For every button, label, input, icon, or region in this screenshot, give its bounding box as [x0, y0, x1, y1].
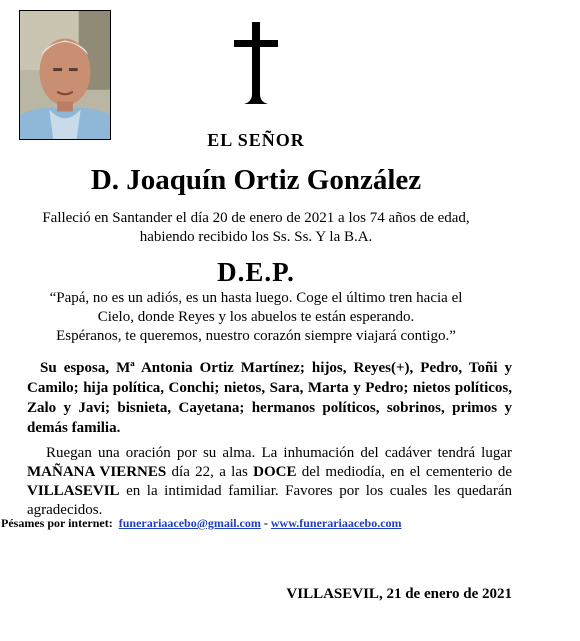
quote-line: “Papá, no es un adiós, es un hasta luego. Coge el último tren hacia el [49, 290, 463, 306]
burial-day: MAÑANA VIERNES [27, 464, 167, 480]
title-prefix: EL SEÑOR [207, 130, 305, 150]
death-notice-line: habiendo recibido los Ss. Ss. Y la B.A. [139, 229, 373, 245]
prayer-text: Ruegan una oración por su alma. La inhumación del cadáver tendrá lugar [46, 445, 512, 461]
closing-place-date: VILLASEVIL, 21 de enero de 2021 [286, 586, 512, 602]
deceased-photo [19, 10, 111, 140]
prayer-text: en la intimidad familiar. Favores por los cuales les quedarán agradecidos. [27, 483, 512, 518]
farewell-quote [0, 289, 512, 346]
prayer-text: del mediodía, en el cementerio de [296, 464, 512, 480]
cross-icon [234, 22, 278, 104]
quote-line: Cielo, donde Reyes y los abuelos te están esperando. [97, 309, 415, 325]
dep-heading: D.E.P. [217, 257, 295, 287]
condolences-website-link[interactable]: www.funerariaacebo.com [270, 516, 402, 530]
condolences-label: Pésames por internet: [1, 516, 113, 530]
prayer-text: día 22, a las [166, 464, 254, 480]
condolences-separator: - [263, 516, 268, 530]
burial-place: VILLASEVIL [27, 483, 120, 499]
deceased-name: D. Joaquín Ortiz González [90, 164, 422, 196]
death-notice-line: Falleció en Santander el día 20 de enero de 2021 a los 74 años de edad, [42, 210, 470, 226]
condolences-line [1, 516, 402, 531]
family-paragraph: Su esposa, Mª Antonia Ortiz Martínez; hijos, Reyes(+), Pedro, Toñi y Camilo; hija política, Conchi; nietos, Sara, Marta y Pedro; nietos políticos, Zalo y Javi; bisnieta, Cayetana; hermanos políticos, sobrinos, primos y demás familia. [27, 360, 512, 436]
death-notice [0, 209, 512, 247]
burial-paragraph [27, 444, 512, 520]
quote-line: Espéranos, te queremos, nuestro corazón siempre viajará contigo.” [56, 328, 456, 344]
condolences-email-link[interactable]: funerariaacebo@gmail.com [118, 516, 261, 530]
burial-time: DOCE [253, 464, 297, 480]
